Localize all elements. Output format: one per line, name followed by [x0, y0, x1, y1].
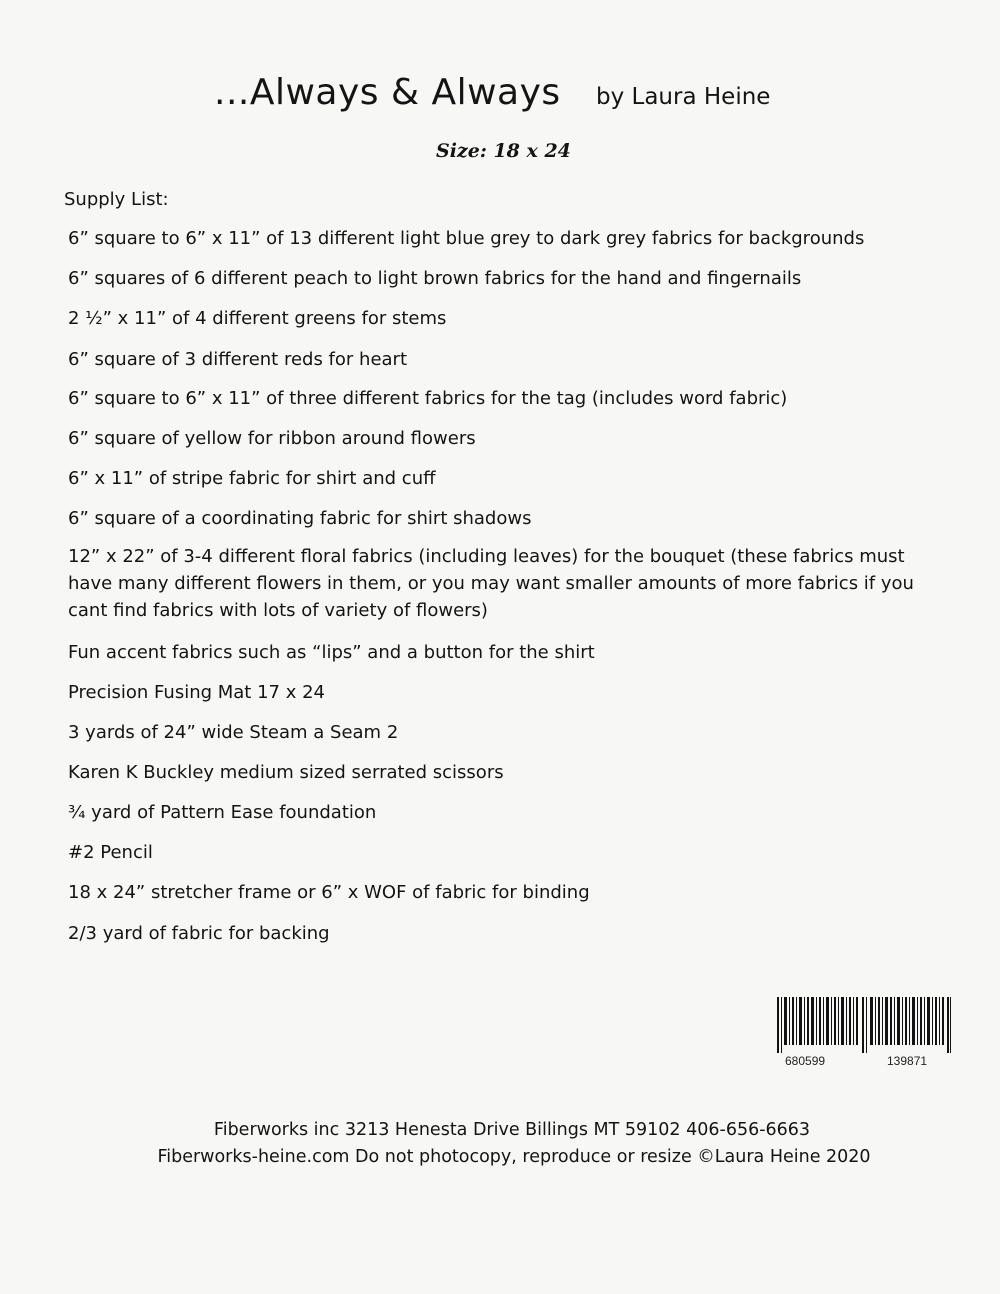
- list-item: 6” x 11” of stripe fabric for shirt and cuff: [68, 468, 436, 489]
- list-item: 6” square to 6” x 11” of three different fabrics for the tag (includes word fabric): [68, 388, 788, 409]
- list-item: 6” square of a coordinating fabric for shirt shadows: [68, 508, 532, 529]
- supply-list-heading: Supply List:: [64, 189, 169, 210]
- list-item: 6” squares of 6 different peach to light brown fabrics for the hand and fingernails: [68, 268, 802, 289]
- footer-address: Fiberworks inc 3213 Henesta Drive Billings MT 59102 406-656-6663: [213, 1120, 811, 1140]
- list-item: 18 x 24” stretcher frame or 6” x WOF of fabric for binding: [68, 882, 590, 903]
- footer-copyright: Fiberworks-heine.com Do not photocopy, reproduce or resize ©Laura Heine 2020: [157, 1147, 871, 1167]
- list-item: 2/3 yard of fabric for backing: [68, 923, 330, 944]
- list-item: ¾ yard of Pattern Ease foundation: [68, 802, 377, 823]
- barcode: [777, 997, 952, 1071]
- list-item: 12” x 22” of 3-4 different floral fabrics (including leaves) for the bouquet (these fabrics must have many different flowers in them, or you may want smaller amounts of more fabrics if you cant find fabrics with lots of variety of flowers): [68, 546, 914, 621]
- list-item: 6” square to 6” x 11” of 13 different light blue grey to dark grey fabrics for backgrounds: [68, 228, 865, 249]
- list-item: Karen K Buckley medium sized serrated scissors: [68, 762, 504, 783]
- list-item: Precision Fusing Mat 17 x 24: [68, 682, 325, 703]
- list-item: 3 yards of 24” wide Steam a Seam 2: [68, 722, 399, 743]
- list-item: 6” square of yellow for ribbon around flowers: [68, 428, 476, 449]
- list-item: #2 Pencil: [68, 842, 153, 863]
- pattern-author: by Laura Heine: [596, 84, 771, 110]
- pattern-size: Size: 18 x 24: [436, 140, 571, 162]
- list-item: 2 ½” x 11” of 4 different greens for stems: [68, 308, 447, 329]
- list-item: 6” square of 3 different reds for heart: [68, 349, 408, 370]
- barcode-bars: [777, 997, 952, 1053]
- barcode-digits-right: 139871: [887, 1054, 928, 1068]
- barcode-digits-left: 680599: [785, 1054, 826, 1068]
- list-item: Fun accent fabrics such as “lips” and a button for the shirt: [68, 642, 595, 663]
- pattern-title: ...Always & Always: [214, 72, 561, 113]
